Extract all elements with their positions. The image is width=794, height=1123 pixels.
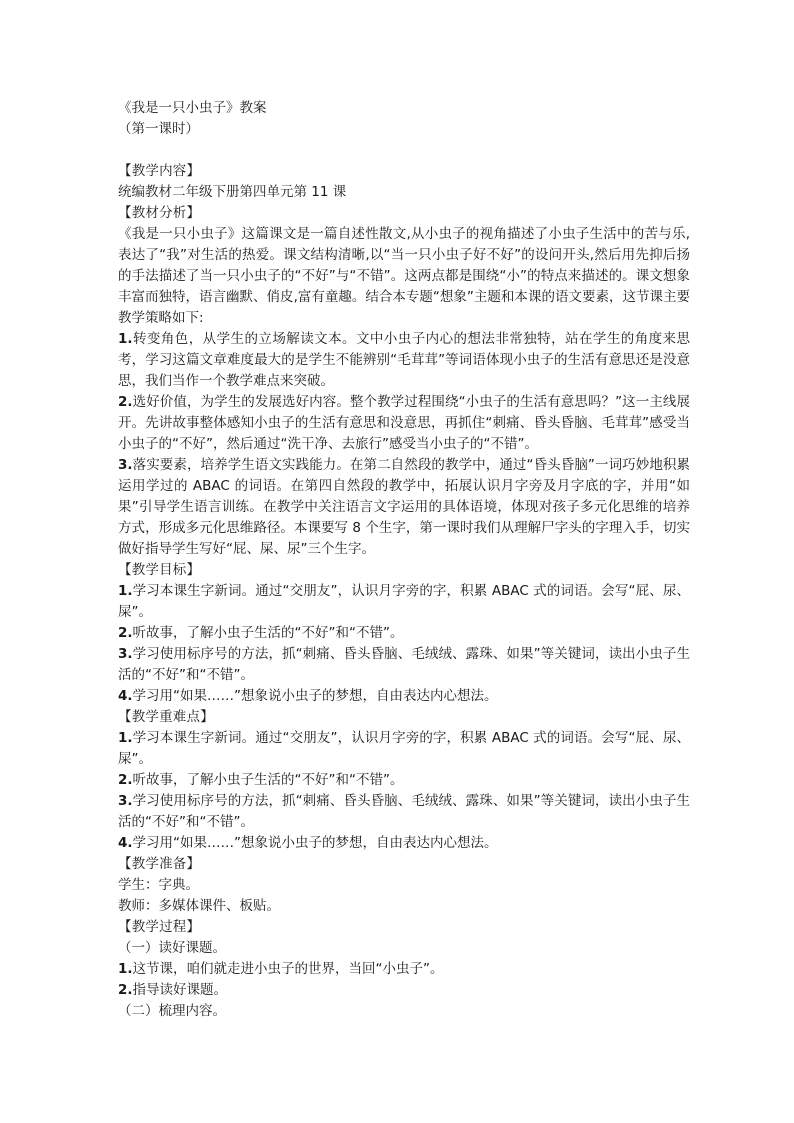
document-subtitle: （第一课时）: [118, 121, 199, 137]
item-text: 选好价值，为学生的发展选好内容。整个教学过程围绕“小虫子的生活有意思吗？”这一主线展开。先讲故事整体感知小虫子的生活有意思和没意思，再抓住“刺痛、昏头昏脑、毛茸茸”感受当小虫子的“不好”，然后通过“洗干净、去旅行”感受当小虫子的“不错”。: [118, 394, 690, 452]
key-point-item: [118, 833, 690, 854]
item-number: 2.: [118, 394, 133, 410]
item-text: 学习本课生字新词。通过“交朋友”，认识月字旁的字，积累 ABAC 式的词语。会写“屁、尿、屎”。: [118, 583, 690, 620]
process-part-2: （二）梳理内容。: [118, 1003, 226, 1019]
item-number: 2.: [118, 772, 133, 788]
section-heading-prep: 【教学准备】: [118, 856, 201, 872]
content-text: 统编教材二年级下册第四单元第 11 课: [118, 184, 347, 200]
process-item: [118, 959, 690, 980]
item-number: 1.: [118, 730, 133, 746]
item-text: 学习用“如果……”想象说小虫子的梦想，自由表达内心想法。: [132, 835, 498, 851]
item-text: 听故事，了解小虫子生活的“不好”和“不错”。: [132, 625, 404, 641]
item-number: 2.: [118, 982, 133, 998]
process-item: [118, 980, 690, 1001]
section-heading-content: 【教学内容】: [118, 163, 201, 179]
item-number: 3.: [118, 457, 133, 473]
blank-line: [118, 140, 690, 161]
item-number: 1.: [118, 583, 133, 599]
key-point-item: [118, 728, 690, 770]
document-title: 《我是一只小虫子》教案: [118, 100, 267, 116]
item-number: 4.: [118, 835, 133, 851]
item-text: 听故事，了解小虫子生活的“不好”和“不错”。: [132, 772, 404, 788]
key-point-item: [118, 770, 690, 791]
section-heading-analysis: 【教材分析】: [118, 205, 201, 221]
process-part-1: （一）读好课题。: [118, 940, 226, 956]
goal-item: [118, 581, 690, 623]
lesson-plan-document: [118, 98, 690, 1022]
prep-teacher: 教师：多媒体课件、板贴。: [118, 898, 280, 914]
key-point-item: [118, 791, 690, 833]
item-text: 学习本课生字新词。通过“交朋友”，认识月字旁的字，积累 ABAC 式的词语。会写“屁、尿、屎”。: [118, 730, 690, 767]
goal-item: [118, 623, 690, 644]
goal-item: [118, 686, 690, 707]
item-number: 3.: [118, 646, 133, 662]
item-text: 学习使用标序号的方法，抓“刺痛、昏头昏脑、毛绒绒、露珠、如果”等关键词，读出小虫子生活的“不好”和“不错”。: [118, 646, 690, 683]
section-heading-goals: 【教学目标】: [118, 562, 201, 578]
analysis-intro: 《我是一只小虫子》这篇课文是一篇自述性散文,从小虫子的视角描述了小虫子生活中的苦与乐,表达了“我”对生活的热爱。课文结构清晰,以“当一只小虫子好不好”的设问开头,然后用先抑后扬的手法描述了当一只小虫子的“不好”与“不错”。这两点都是围绕“小”的特点来描述的。课文想象丰富而独特，语言幽默、俏皮,富有童趣。结合本专题“想象”主题和本课的语文要素，这节课主要教学策略如下:: [118, 226, 690, 326]
item-number: 1.: [118, 331, 133, 347]
item-text: 落实要素，培养学生语文实践能力。在第二自然段的教学中，通过“昏头昏脑”一词巧妙地积累运用学过的 ABAC 的词语。在第四自然段的教学中，拓展认识月字旁及月字底的字，并用“如果”引导学生语言训练。在教学中关注语言文字运用的具体语境，体现对孩子多元化思维的培养方式，形成多元化思维路径。本课要写 8 个生字，第一课时我们从理解尸字头的字理入手，切实做好指导学生写好“屁、屎、尿”三个生字。: [118, 457, 690, 557]
item-text: 指导读好课题。: [132, 982, 228, 998]
section-heading-key-points: 【教学重难点】: [118, 709, 214, 725]
item-number: 4.: [118, 688, 133, 704]
item-number: 3.: [118, 793, 133, 809]
prep-student: 学生：字典。: [118, 877, 199, 893]
analysis-item: [118, 329, 690, 392]
analysis-item: [118, 455, 690, 560]
analysis-item: [118, 392, 690, 455]
item-text: 学习使用标序号的方法，抓“刺痛、昏头昏脑、毛绒绒、露珠、如果”等关键词，读出小虫子生活的“不好”和“不错”。: [118, 793, 690, 830]
goal-item: [118, 644, 690, 686]
item-number: 2.: [118, 625, 133, 641]
item-text: 转变角色，从学生的立场解读文本。文中小虫子内心的想法非常独特，站在学生的角度来思考，学习这篇文章难度最大的是学生不能辨别“毛茸茸”等词语体现小虫子的生活有意思还是没意思，我们当作一个教学难点来突破。: [118, 331, 690, 389]
section-heading-process: 【教学过程】: [118, 919, 201, 935]
item-text: 这节课，咱们就走进小虫子的世界，当回“小虫子”。: [132, 961, 444, 977]
item-number: 1.: [118, 961, 133, 977]
item-text: 学习用“如果……”想象说小虫子的梦想，自由表达内心想法。: [132, 688, 498, 704]
